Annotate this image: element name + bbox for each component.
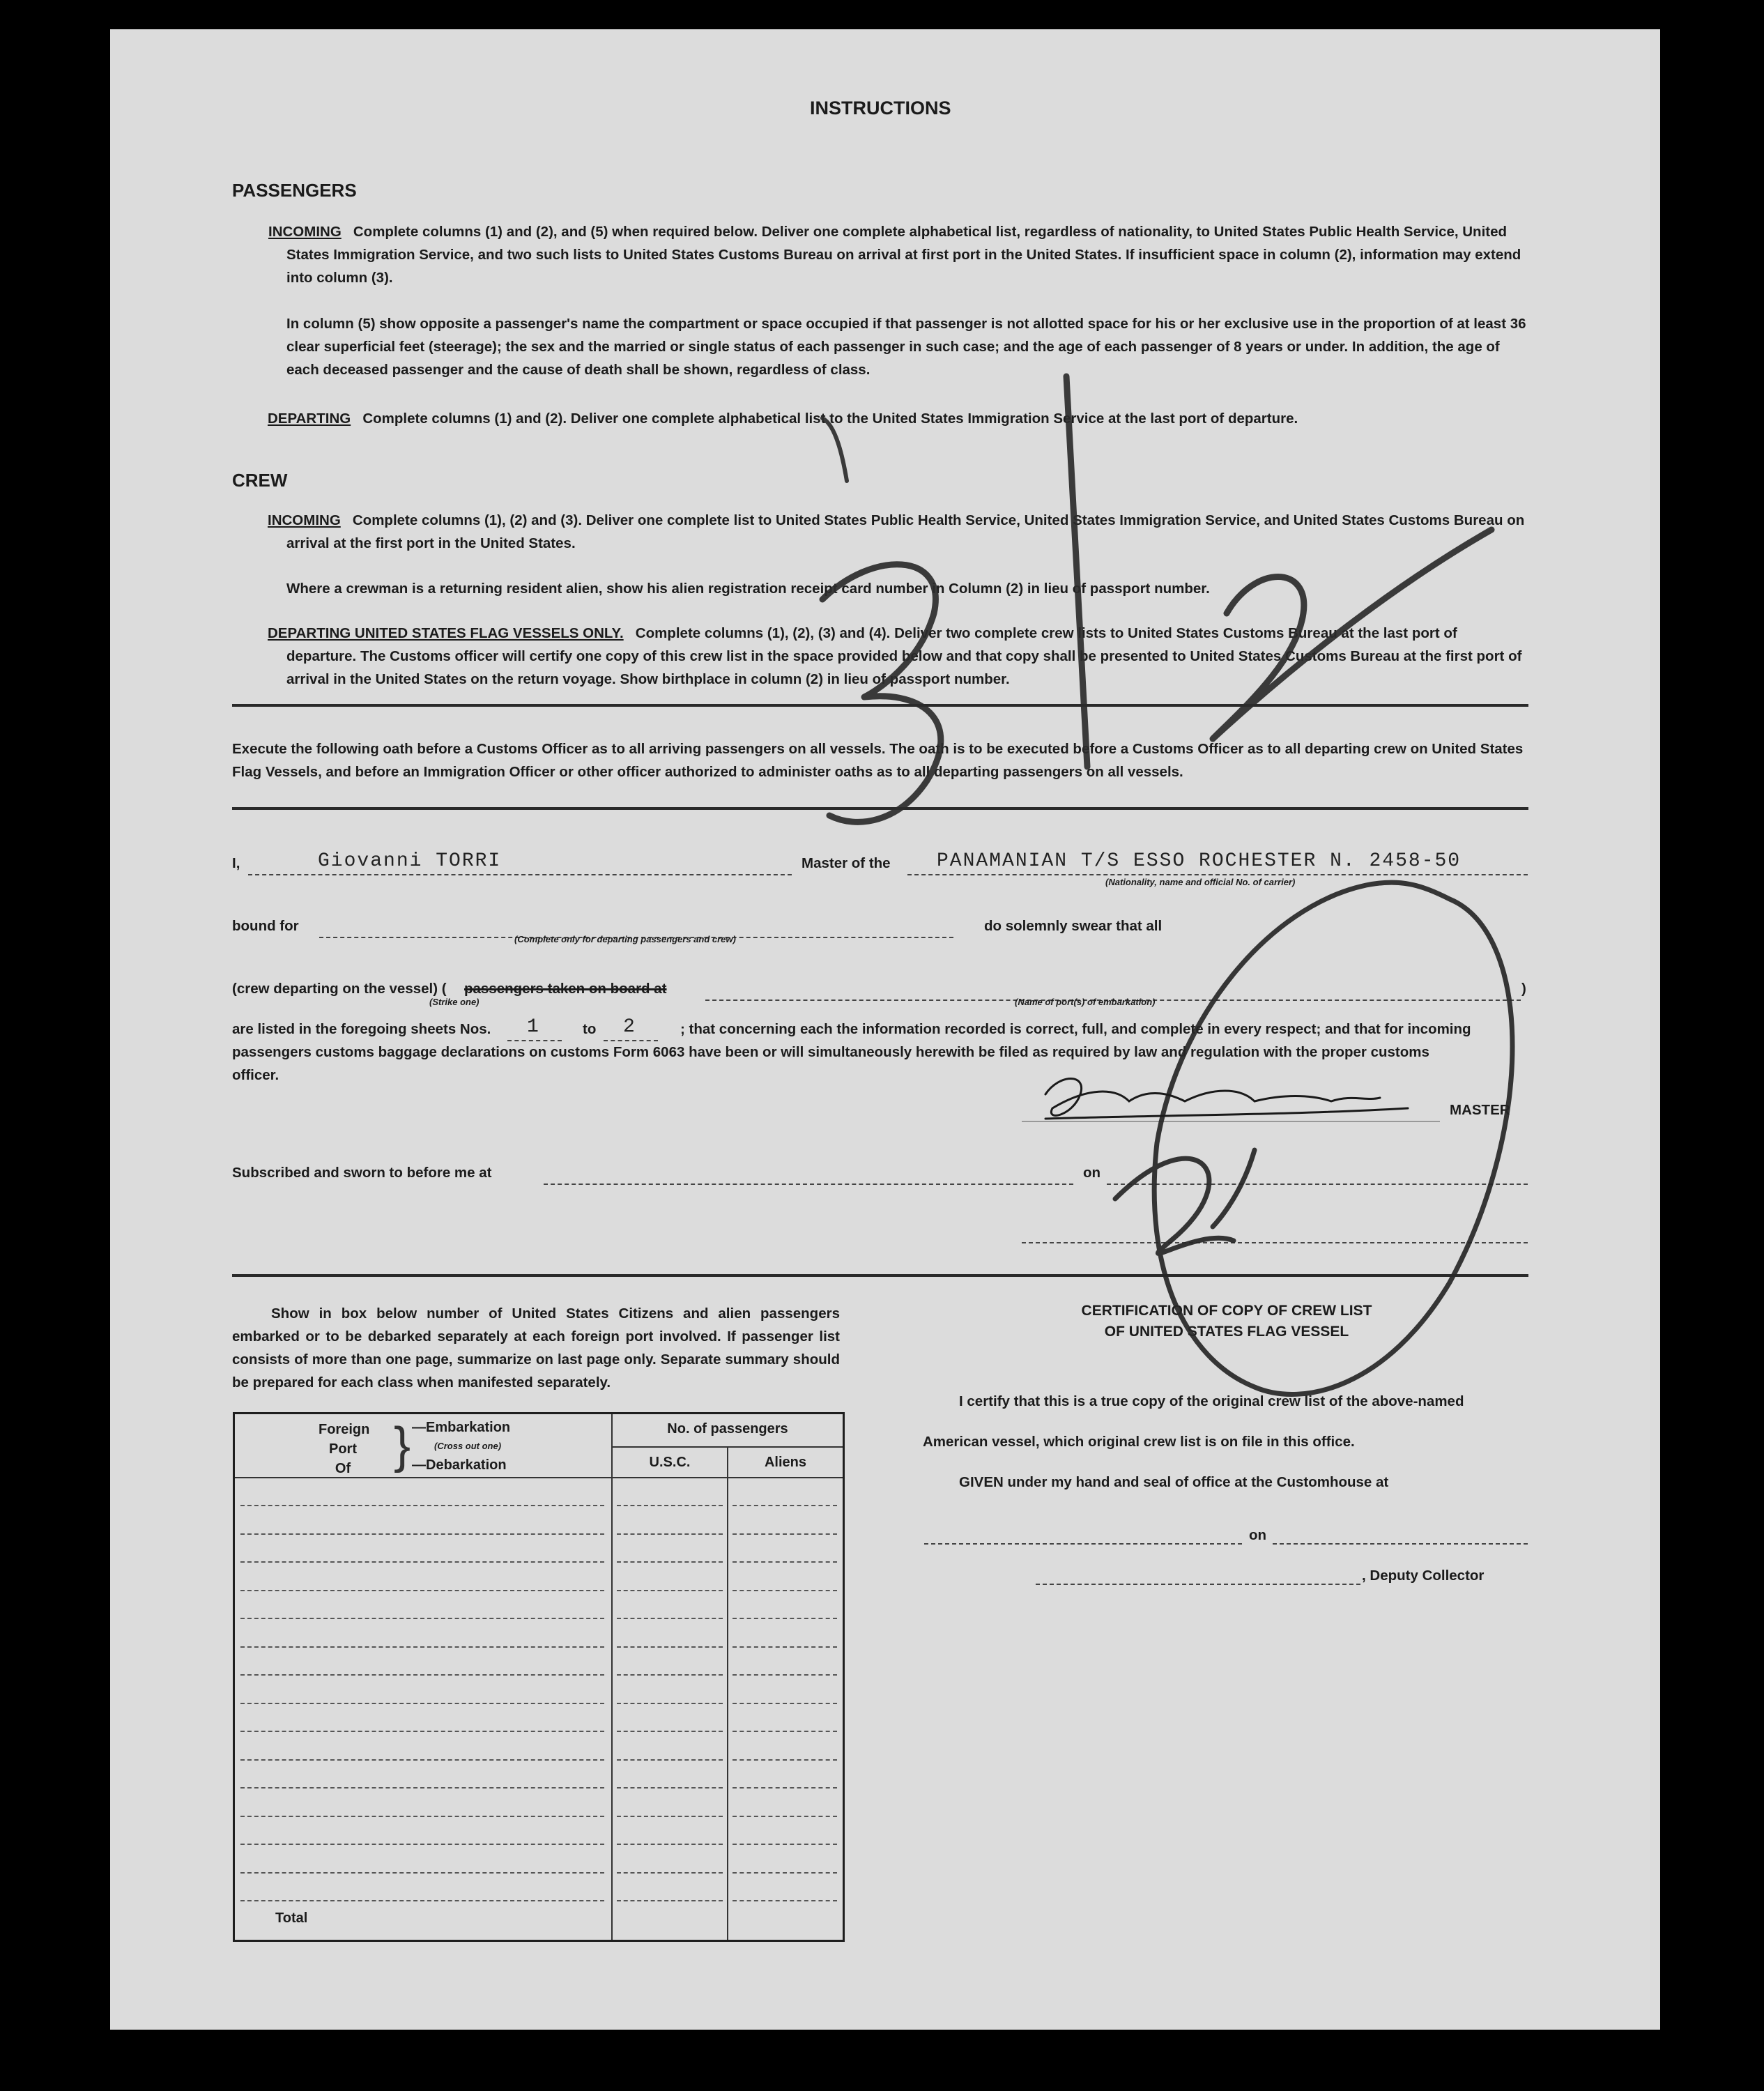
crayon-digit-3 xyxy=(822,565,941,822)
bound-for-label: bound for xyxy=(232,918,299,934)
vessel-value: PANAMANIAN T/S ESSO ROCHESTER N. 2458-50 xyxy=(937,850,1462,872)
subscribed-on-label: on xyxy=(1083,1165,1101,1181)
crayon-digit-2 xyxy=(1213,530,1491,739)
embarkation-option[interactable]: —Embarkation xyxy=(412,1420,511,1435)
signature-underline xyxy=(1045,1108,1408,1119)
struck-passengers-text: passengers taken on board at xyxy=(464,981,667,997)
master-name-value: Giovanni TORRI xyxy=(318,850,502,872)
embarkation-caption: (Name of port(s) of embarkation) xyxy=(1015,997,1156,1007)
listed-text-2: passengers customs baggage declarations on customs Form 6063 have been or will simultaneously herewith be filed as required by law and regulation with the proper customs xyxy=(232,1044,1429,1060)
passengers-heading: PASSENGERS xyxy=(232,180,357,201)
certification-on-label: on xyxy=(1249,1527,1267,1543)
brace-glyph: } xyxy=(394,1418,411,1473)
swear-text: do solemnly swear that all xyxy=(984,918,1163,934)
bound-for-caption: (Complete only for departing passengers and crew) xyxy=(514,934,736,944)
crew-departing-text: Complete columns (1), (2), (3) and (4). Deliver two complete crew lists to United States Customs Bureau at the last port of departure. The Customs officer will certify one copy of this crew list in the space provided below and that copy shall be presented to United States Customs Bureau at the first port of arrival in the United States on the return voyage. Show birthplace in column (2) in lieu of passport number. xyxy=(286,625,1522,687)
certification-title-line2: OF UNITED STATES FLAG VESSEL xyxy=(1104,1324,1349,1340)
close-paren: ) xyxy=(1521,981,1526,997)
deputy-collector-label: , Deputy Collector xyxy=(1362,1568,1485,1584)
master-signature xyxy=(1045,1079,1408,1119)
strike-caption: (Strike one) xyxy=(429,997,480,1007)
passengers-departing-label: DEPARTING xyxy=(268,411,351,427)
certification-title-line1: CERTIFICATION OF COPY OF CREW LIST xyxy=(1081,1303,1372,1319)
cross-out-caption: (Cross out one) xyxy=(434,1441,502,1451)
certify-vessel-text: American vessel, which original crew list is on file in this office. xyxy=(923,1434,1355,1450)
listed-label: are listed in the foregoing sheets Nos. xyxy=(232,1021,491,1037)
port-word: Port xyxy=(329,1441,357,1457)
summary-note: Show in box below number of United States Citizens and alien passengers embarked or to be debarked separately at each foreign port involved. If passenger list consists of more than one page, summarize on last page only. Separate summary should be prepared for each class when manifested separately. xyxy=(232,1305,840,1391)
of-word: Of xyxy=(335,1461,351,1476)
debarkation-option[interactable]: —Debarkation xyxy=(412,1457,507,1473)
listed-text-3: officer. xyxy=(232,1067,279,1083)
crew-departing-label: (crew departing on the vessel) ( xyxy=(232,981,447,997)
listed-text-1: ; that concerning each the information recorded is correct, full, and complete in every respect; and that for incoming xyxy=(680,1021,1471,1037)
given-text: GIVEN under my hand and seal of office at the Customhouse at xyxy=(959,1474,1389,1490)
passengers-incoming-label: INCOMING xyxy=(268,224,342,240)
crew-resident-paragraph: Where a crewman is a returning resident alien, show his alien registration receipt card number in Column (2) in lieu of passport number. xyxy=(286,581,1210,597)
sheet-from-value: 1 xyxy=(527,1016,540,1038)
circled-2-mark xyxy=(1115,882,1512,1394)
subscribed-label: Subscribed and sworn to before me at xyxy=(232,1165,492,1181)
crayon-3-2-mark xyxy=(822,376,1491,822)
crayon-stroke xyxy=(822,418,847,481)
crayon-slash xyxy=(1066,376,1087,767)
no-of-passengers-header: No. of passengers xyxy=(667,1421,788,1437)
column5-paragraph: In column (5) show opposite a passenger's name the compartment or space occupied if that passenger is not allotted space for his or her exclusive use in the proportion of at least 36 clear superficial feet (steerage); the sex and the married or single status of each passenger in such case; and the age of each passenger of 8 years or under. In addition, the age of each deceased passenger and the cause of death shall be shown, regardless of class. xyxy=(286,316,1526,378)
usc-header: U.S.C. xyxy=(649,1455,691,1470)
master-of-label: Master of the xyxy=(802,855,891,871)
crayon-circle xyxy=(1154,882,1512,1394)
oath-intro-paragraph: Execute the following oath before a Customs Officer as to all arriving passengers on all vessels. The oath is to be executed before a Customs Officer as to all departing crew on United States Flag Vessels, and before an Immigration Officer or other officer authorized to administer oaths as to all departing passengers on all vessels. xyxy=(232,741,1524,780)
certify-text: I certify that this is a true copy of the original crew list of the above-named xyxy=(959,1393,1464,1409)
page-title: INSTRUCTIONS xyxy=(810,98,951,118)
aliens-header: Aliens xyxy=(764,1455,807,1470)
vessel-caption: (Nationality, name and official No. of carrier) xyxy=(1105,877,1296,887)
master-label: MASTER xyxy=(1450,1102,1510,1118)
to-label: to xyxy=(583,1021,597,1037)
crew-heading: CREW xyxy=(232,470,288,491)
foreign-word: Foreign xyxy=(319,1422,370,1437)
crayon-stroke xyxy=(1213,1150,1255,1227)
passengers-departing-text: Complete columns (1) and (2). Deliver one complete alphabetical list to the United States Immigration Service at the last port of departure. xyxy=(362,411,1298,427)
crew-incoming-text: Complete columns (1), (2) and (3). Deliver one complete list to United States Public Health Service, United States Immigration Service, and United States Customs Bureau on arrival at the first port in the United States. xyxy=(286,512,1525,551)
crew-departing-label: DEPARTING UNITED STATES FLAG VESSELS ONLY. xyxy=(268,625,624,641)
passengers-incoming-text: Complete columns (1) and (2), and (5) when required below. Deliver one complete alphabetical list, regardless of nationality, to United States Public Health Service, United States Immigration Service, and two such lists to United States Customs Bureau on arrival at first port in the United States. If insufficient space in column (2), information may extend into column (3). xyxy=(286,224,1521,286)
i-label: I, xyxy=(232,855,240,871)
signature-stroke xyxy=(1045,1079,1380,1116)
crew-incoming-label: INCOMING xyxy=(268,512,341,528)
crayon-inner-2 xyxy=(1115,1158,1234,1253)
total-label: Total xyxy=(275,1910,308,1926)
sheet-to-value: 2 xyxy=(623,1016,636,1038)
